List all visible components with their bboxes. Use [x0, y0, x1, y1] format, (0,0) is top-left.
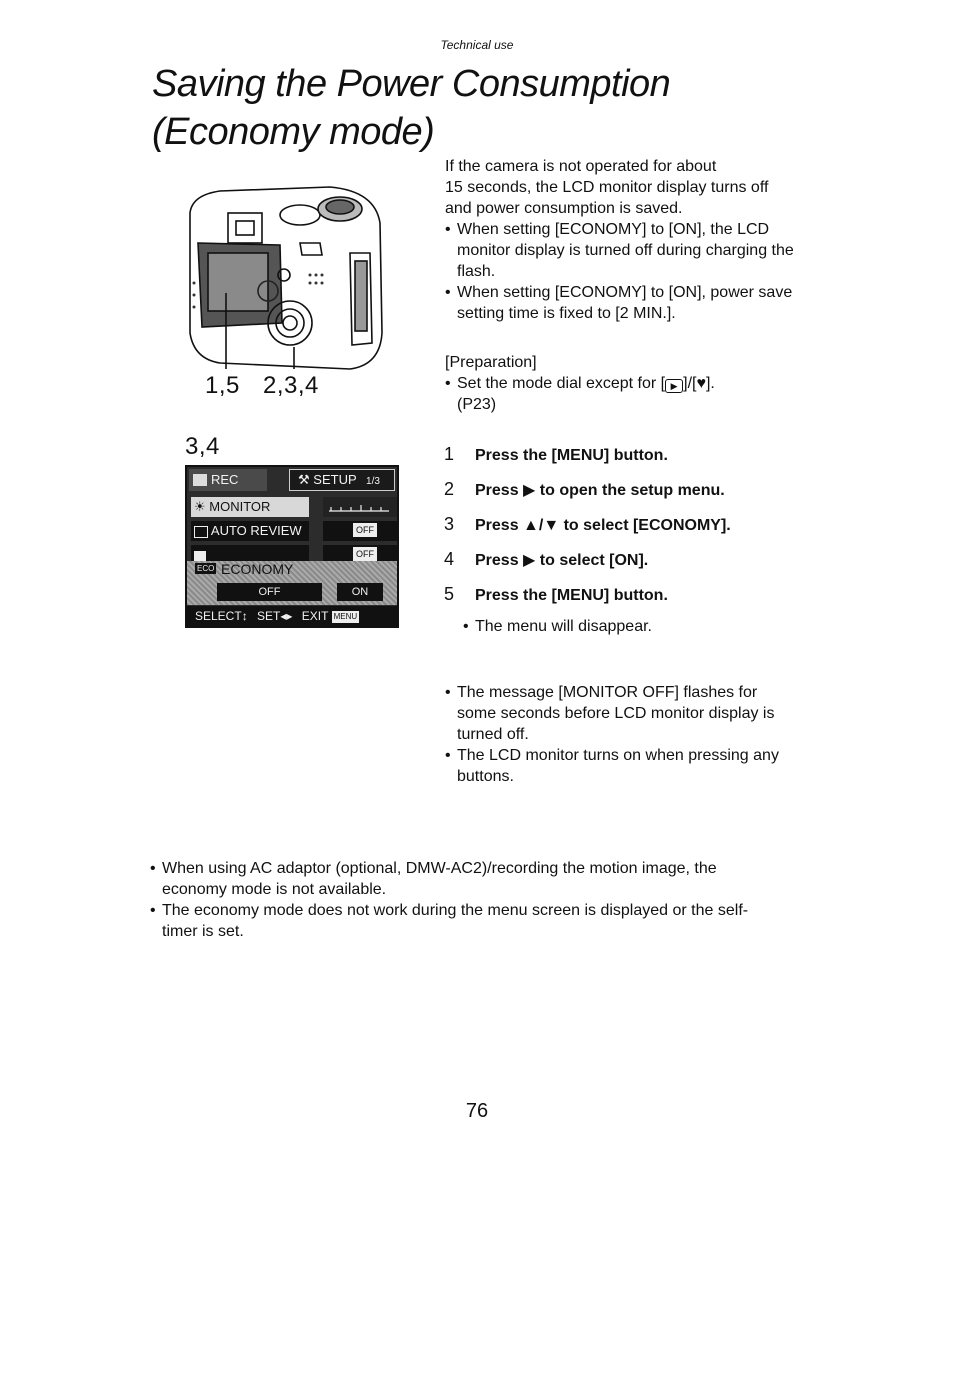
wrench-icon: ⚒	[298, 472, 310, 487]
menu-tab-rec	[189, 469, 267, 491]
preparation-block	[445, 352, 825, 415]
left-right-arrow-icon: ◂▸	[280, 609, 293, 623]
review-icon	[194, 526, 208, 538]
sun-icon: ☀	[194, 499, 206, 514]
camera-illustration	[180, 183, 385, 373]
step-3: 3 Press ▲/▼ to select [ECONOMY].	[444, 514, 731, 534]
preparation-heading: [Preparation]	[445, 354, 537, 371]
page-title-line1: Saving the Power Consumption	[152, 63, 671, 105]
page-title	[152, 60, 670, 156]
menu-item-monitor: ☀ MONITOR	[191, 497, 309, 517]
sound-icon	[194, 551, 206, 561]
eco-icon: ECO	[197, 564, 215, 573]
step-1: 1 Press the [MENU] button.	[444, 444, 668, 464]
intro-line1: If the camera is not operated for about	[445, 158, 717, 175]
step-5-note: • The menu will disappear.	[463, 616, 652, 637]
auto-review-value: OFF	[323, 521, 397, 541]
footer-notes	[150, 858, 775, 942]
economy-option-off: OFF	[217, 583, 322, 601]
intro-text	[445, 156, 825, 324]
menu-item-auto-review: AUTO REVIEW	[191, 521, 309, 541]
camera-icon	[193, 474, 207, 486]
camera-drawing	[180, 183, 385, 373]
intro-bullet1: • When setting [ECONOMY] to [ON], the LCD monitor display is turned off during charging the flash.	[445, 219, 802, 282]
section-label: Technical use	[440, 38, 514, 52]
preparation-bullet: • Set the mode dial except for [ ▶ ]/[♥].	[445, 373, 825, 394]
economy-option-on: ON	[337, 583, 383, 601]
menu-tab-page: 1/3	[366, 476, 380, 487]
menu-tab-setup	[289, 469, 395, 491]
playback-icon: ▶	[665, 379, 683, 393]
intro-bullet2: • When setting [ECONOMY] to [ON], power save setting time is fixed to [2 MIN.].	[445, 282, 802, 324]
intro-line2: 15 seconds, the LCD monitor display turns off	[445, 179, 769, 196]
menu-button-tag: MENU	[333, 611, 358, 621]
heart-icon: ♥	[696, 375, 706, 392]
step-5: 5 Press the [MENU] button.	[444, 584, 668, 604]
up-down-arrow-icon: ↕	[241, 609, 248, 623]
monitor-brightness-scale	[323, 497, 397, 517]
intro-line3: and power consumption is saved.	[445, 200, 683, 217]
economy-label: ECONOMY	[221, 561, 294, 577]
brightness-scale-icon	[323, 497, 397, 517]
step-4: 4 Press ▶ to select [ON].	[444, 549, 649, 569]
footer-note-1: • When using AC adaptor (optional, DMW-AC2)/recording the motion image, the economy mode is not available.	[150, 858, 775, 900]
menu-figure-label: 3,4	[185, 433, 220, 460]
page-number: 76	[465, 1100, 489, 1122]
footer-note-2: • The economy mode does not work during the menu screen is displayed or the self-timer is set.	[150, 900, 775, 942]
page-title-line2: (Economy mode)	[152, 111, 435, 153]
menu-tab-rec-label: REC	[211, 472, 239, 487]
menu-tab-setup-label: SETUP	[313, 472, 357, 487]
after-notes	[445, 682, 795, 787]
third-item-value: OFF	[323, 545, 397, 565]
menu-bottom-bar: SELECT↕ SET◂▸ EXIT MENU	[187, 606, 397, 626]
after-note-2: • The LCD monitor turns on when pressing any buttons.	[445, 745, 795, 787]
step-2: 2 Press ▶ to open the setup menu.	[444, 479, 725, 499]
menu-item-economy	[187, 561, 397, 605]
camera-callout-left: 1,5	[205, 372, 240, 399]
preparation-ref: (P23)	[457, 396, 497, 413]
after-note-1: • The message [MONITOR OFF] flashes for some seconds before LCD monitor display is turned off.	[445, 682, 795, 745]
camera-callout-right: 2,3,4	[263, 372, 319, 399]
lcd-menu-screen	[185, 465, 399, 628]
